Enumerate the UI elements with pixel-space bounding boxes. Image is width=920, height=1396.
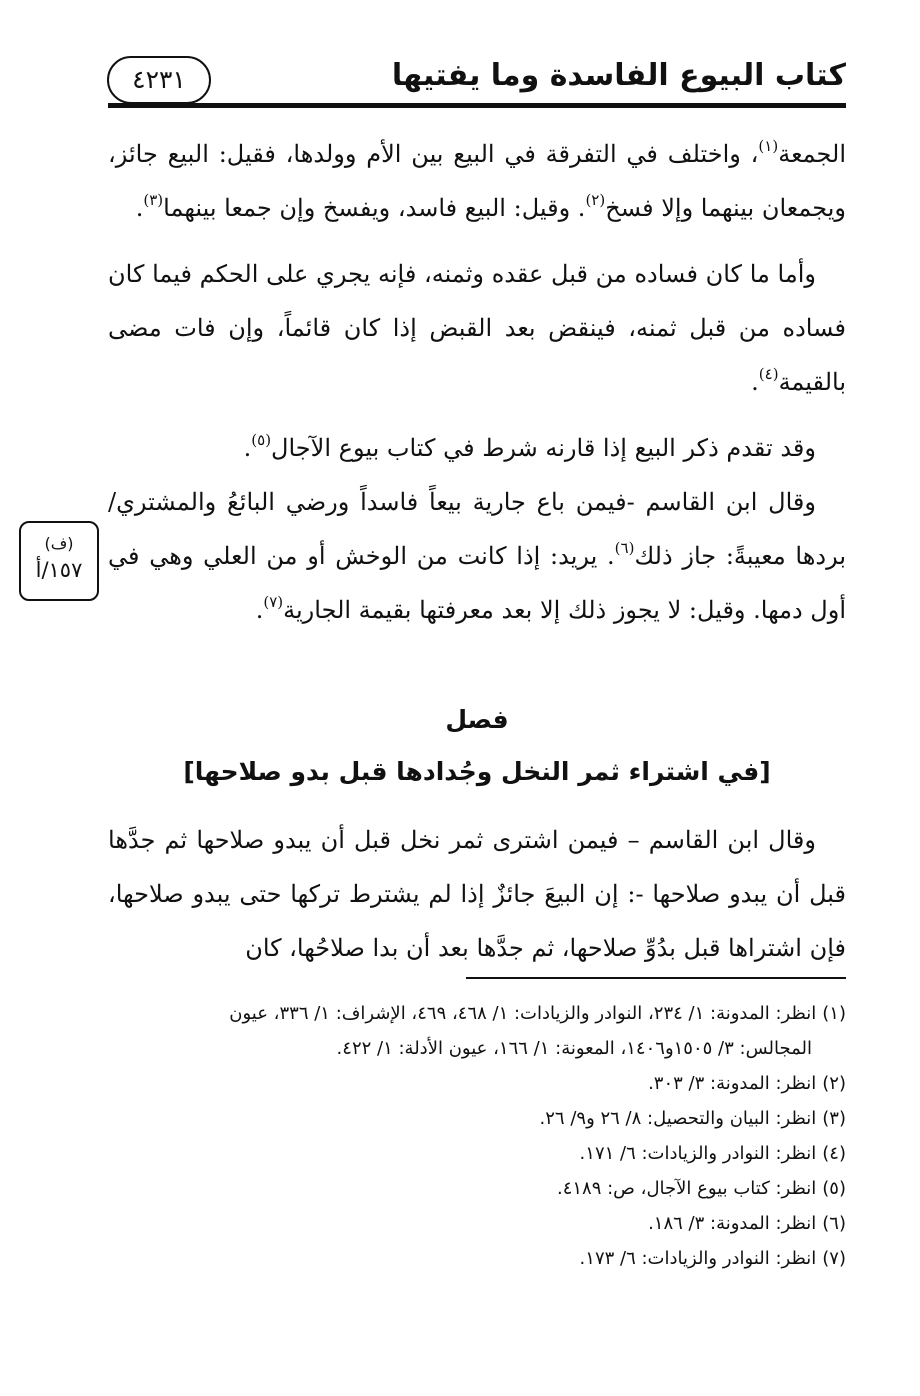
paragraph-4-text: .	[255, 596, 264, 624]
footnote-text: انظر: المدونة: ٣/ ٣٠٣.	[648, 1073, 817, 1094]
paragraph-1-text: الجمعة	[778, 140, 846, 168]
footnote-number: (٢)	[822, 1073, 846, 1094]
footnote-text: انظر: النوادر والزيادات: ٦/ ١٧٣.	[579, 1248, 817, 1269]
footnote-ref: (٣)	[143, 191, 164, 209]
paragraph-2	[108, 247, 846, 409]
footnote-ref: (١)	[758, 137, 779, 155]
paragraph-1-text: ، واختلف في التفرقة في البيع بين الأم وولدها، فقيل: البيع جائز، ويجمعان بينهما وإلا فسخ	[108, 140, 846, 222]
footnote-continuation: المجالس: ٣/ ١٥٠٥و١٤٠٦، المعونة: ١/ ١٦٦، عيون الأدلة: ١/ ٤٢٢.	[336, 1038, 812, 1059]
paragraph-4-text: . يريد: إذا كانت من الوخش أو من العلي وهي في أول دمها. وقيل: لا يجوز ذلك إلا بعد معرفتها بقيمة الجارية	[108, 542, 846, 624]
footnote-ref: (٢)	[585, 191, 606, 209]
footnote-text: انظر: كتاب بيوع الآجال، ص: ٤١٨٩.	[556, 1178, 817, 1199]
footnote-6	[108, 1206, 846, 1241]
footnote-text: انظر: المدونة: ١/ ٢٣٤، النوادر والزيادات: ١/ ٤٦٨، ٤٦٩، الإشراف: ١/ ٣٣٦، عيون	[229, 1003, 817, 1024]
footnotes	[108, 996, 846, 1276]
footnote-number: (٤)	[822, 1143, 846, 1164]
paragraph-1-text: . وقيل: البيع فاسد، ويفسخ وإن جمعا بينهما	[163, 194, 586, 222]
margin-folio-box	[19, 521, 99, 601]
footnote-ref: (٦)	[614, 539, 635, 557]
paragraph-1-text: .	[135, 194, 144, 222]
paragraph-5: وقال ابن القاسم – فيمن اشترى ثمر نخل قبل أن يبدو صلاحها ثم جدَّها قبل أن يبدو صلاحها -: إن البيعَ جائزٌ إذا لم يشترط تركها حتى يبدو صلاحها، فإن اشتراها قبل بدُوِّ صلاحها، ثم جدَّها بعد أن بدا صلاحُها، كان	[108, 826, 846, 962]
footnote-text: انظر: البيان والتحصيل: ٨/ ٢٦ و٩/ ٢٦.	[539, 1108, 817, 1129]
footnote-number: (٦)	[822, 1213, 846, 1234]
main-text	[108, 127, 846, 637]
paragraph-3	[108, 421, 846, 475]
section-text	[108, 813, 846, 975]
footnote-text: انظر: المدونة: ٣/ ١٨٦.	[648, 1213, 817, 1234]
footnote-ref: (٧)	[263, 593, 284, 611]
folio-number: ١٥٧/أ	[35, 558, 83, 582]
paragraph-1	[108, 127, 846, 235]
footnote-7	[108, 1241, 846, 1276]
footnote-number: (١)	[822, 1003, 846, 1024]
running-header-title: كتاب البيوع الفاسدة وما يفتيها	[391, 58, 846, 93]
page-number: ٤٢٣١	[107, 56, 211, 104]
footnote-ref: (٤)	[758, 365, 779, 383]
section-title: فصل	[445, 705, 509, 734]
paragraph-4	[108, 475, 846, 637]
header-rule	[108, 103, 846, 108]
footnote-number: (٥)	[822, 1178, 846, 1199]
footnote-ref: (٥)	[251, 431, 272, 449]
footnote-text: انظر: النوادر والزيادات: ٦/ ١٧١.	[579, 1143, 817, 1164]
section-subtitle: [في اشتراء ثمر النخل وجُدادها قبل بدو صلاحها]	[183, 757, 771, 786]
paragraph-2-text: .	[751, 368, 759, 396]
paragraph-4-text: وقال ابن القاسم -فيمن باع جارية بيعاً فاسداً ورضي البائعُ والمشتري/ بردها معيبةً: جاز ذلك	[108, 488, 847, 570]
footnote-4	[108, 1136, 846, 1171]
footnote-rule	[466, 977, 846, 979]
folio-label: (ف)	[44, 534, 74, 553]
footnote-1	[108, 996, 846, 1066]
footnote-3	[108, 1101, 846, 1136]
footnote-2	[108, 1066, 846, 1101]
footnote-5	[108, 1171, 846, 1206]
footnote-number: (٣)	[822, 1108, 846, 1129]
paragraph-3-text: وقد تقدم ذكر البيع إذا قارنه شرط في كتاب بيوع الآجال	[271, 434, 816, 462]
footnote-number: (٧)	[822, 1248, 846, 1269]
paragraph-3-text: .	[243, 434, 252, 462]
paragraph-2-text: وأما ما كان فساده من قبل عقده وثمنه، فإنه يجري على الحكم فيما كان فساده من قبل ثمنه، فينقض بعد القبض إذا كان قائماً، وإن فات مضى بالقيمة	[108, 260, 846, 396]
